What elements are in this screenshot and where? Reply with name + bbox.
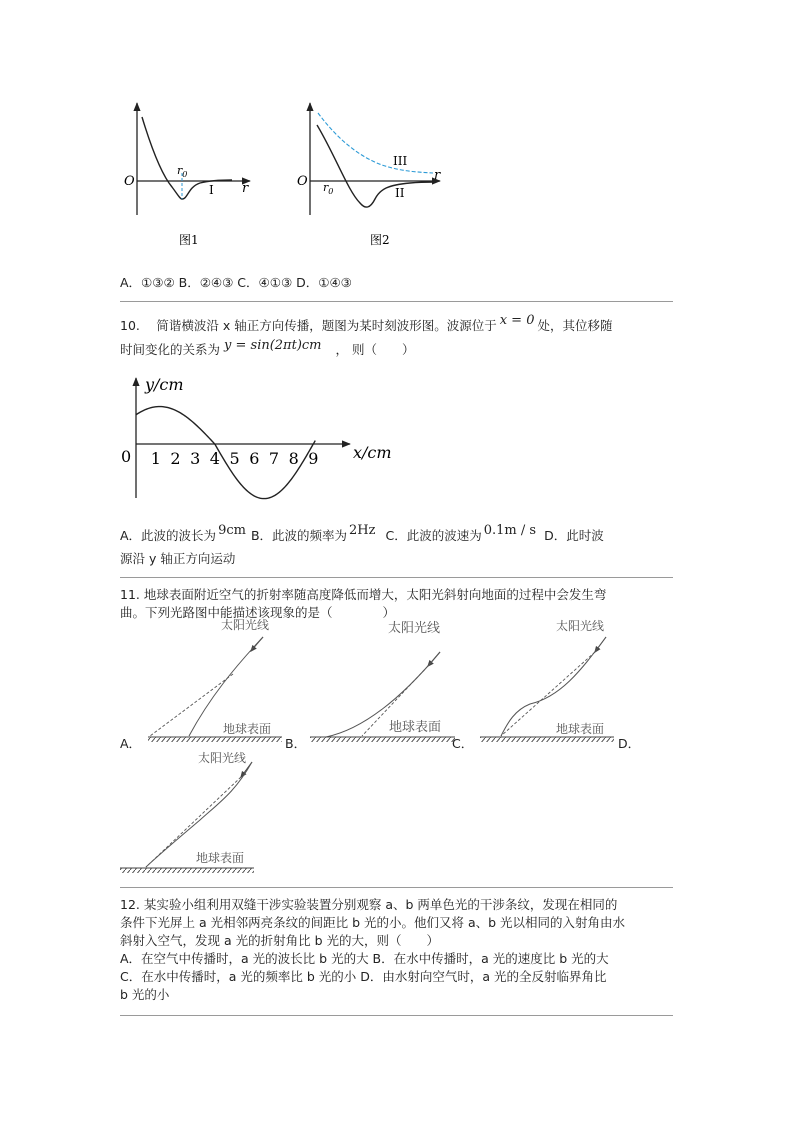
q10-x-label: x/cm bbox=[353, 443, 392, 462]
q10-tick-label: 2 bbox=[170, 449, 181, 468]
q11-option-a: A． bbox=[120, 736, 142, 751]
q10-tick-label: 1 bbox=[150, 449, 161, 468]
figure-2 bbox=[297, 103, 441, 247]
q10-math-y: y = sin(2πt)cm bbox=[224, 338, 322, 353]
q10-val-a: 9cm bbox=[218, 523, 246, 538]
q10-tick-label: 3 bbox=[190, 449, 201, 468]
q11-b-sun-label: 太阳光线 bbox=[388, 621, 441, 636]
q11-option-c: C． bbox=[452, 736, 474, 751]
fig2-curve2-label: II bbox=[395, 186, 405, 200]
q10-tick-label: 5 bbox=[229, 449, 240, 468]
q10-tick-label: 4 bbox=[209, 449, 220, 468]
q10-val-c: 0.1m / s bbox=[483, 523, 537, 538]
q11-diagram-c bbox=[480, 618, 614, 742]
q10-math-x0: x = 0 bbox=[499, 313, 535, 328]
q12-option-line2: C．在水中传播时，a 光的频率比 b 光的小 D．由水射向空气时，a 光的全反射临界角比 bbox=[120, 969, 607, 984]
q12-option-line3: b 光的小 bbox=[120, 987, 170, 1002]
q11-c-ground-hatch bbox=[480, 737, 614, 742]
separator-3 bbox=[120, 887, 673, 888]
q11-option-d: D． bbox=[618, 736, 641, 751]
fig1-curve-I bbox=[142, 117, 232, 199]
q11-diagram-b bbox=[310, 620, 455, 742]
q11-a-ground-label: 地球表面 bbox=[223, 722, 272, 736]
fig2-caption: 图2 bbox=[370, 233, 390, 247]
q11-a-sun-label: 太阳光线 bbox=[221, 618, 270, 632]
q11-diagram-d bbox=[120, 750, 254, 873]
fig2-r0-label: $r_0$ bbox=[323, 181, 334, 196]
q11-c-sun-label: 太阳光线 bbox=[556, 619, 605, 633]
q11-diagrams bbox=[110, 612, 670, 882]
fig2-curve-III bbox=[318, 113, 433, 173]
q10-y-label: y/cm bbox=[145, 375, 184, 394]
q10-tick-label: 8 bbox=[288, 449, 299, 468]
q11-d-sun-label: 太阳光线 bbox=[198, 751, 247, 765]
fig2-curve3-label: III bbox=[393, 154, 408, 168]
separator-4 bbox=[120, 1015, 673, 1016]
fig2-curve-II bbox=[317, 125, 435, 207]
q11-a-dashed bbox=[150, 674, 233, 736]
fig1-caption: 图1 bbox=[179, 233, 199, 247]
figure-1 bbox=[124, 103, 250, 247]
fig1-axis-label: r bbox=[242, 181, 249, 196]
q9-figures bbox=[120, 95, 460, 255]
q11-b-ground-hatch bbox=[310, 737, 455, 742]
q11-diagram-a bbox=[148, 617, 282, 742]
q10-options-line1: A．此波的波长为 9cm B．此波的频率为 2Hz C．此波的波速为 0.1m / s D．此时波 bbox=[120, 523, 604, 543]
q12-line2: 条件下光屏上 a 光相邻两亮条纹的间距比 b 光的小。他们又将 a、b 光以相同的入射角由水 bbox=[120, 915, 626, 930]
q10-tick-label: 7 bbox=[268, 449, 280, 468]
q11-d-ground-hatch bbox=[120, 868, 254, 873]
q11-stem-line1: 11. 地球表面附近空气的折射率随高度降低而增大，太阳光斜射向地面的过程中会发生弯 bbox=[120, 587, 607, 602]
q12-option-line1: A．在空气中传播时，a 光的波长比 b 光的大 B．在水中传播时，a 光的速度比 b 光的大 bbox=[120, 951, 609, 966]
fig2-origin: O bbox=[297, 174, 308, 189]
q10-tick-label: 9 bbox=[308, 449, 319, 468]
q11-stem-line2: 曲。下列光路图中能描述该现象的是（ ） bbox=[120, 605, 396, 620]
fig2-axis-label: r bbox=[434, 168, 441, 183]
q10-stem-line1: 10. 简谐横波沿 x 轴正方向传播，题图为某时刻波形图。波源位于 x = 0 处，其位移随 bbox=[120, 313, 613, 333]
q11-a-ground-hatch bbox=[148, 737, 282, 742]
q10-tick-label: 6 bbox=[249, 449, 260, 468]
q11-option-b: B． bbox=[285, 736, 307, 751]
separator-1 bbox=[120, 301, 673, 302]
q11-b-ground-label: 地球表面 bbox=[389, 720, 442, 735]
q11-d-ground-label: 地球表面 bbox=[196, 851, 245, 865]
q10-ticks bbox=[151, 449, 319, 468]
fig1-r0-label: $r_0$ bbox=[177, 164, 188, 179]
separator-2 bbox=[120, 577, 673, 578]
fig1-curve-label: I bbox=[209, 183, 214, 197]
q11-c-ground-label: 地球表面 bbox=[556, 722, 605, 736]
q12-line1: 12. 某实验小组利用双缝干涉实验装置分别观察 a、b 两单色光的干涉条纹，发现在相同的 bbox=[120, 897, 618, 912]
q10-wave-graph bbox=[115, 370, 405, 505]
fig1-origin: O bbox=[124, 174, 135, 189]
q10-stem-line2: 时间变化的关系为 y = sin(2πt)cm ， 则（ ） bbox=[120, 338, 415, 357]
q10-options-line2: 源沿 y 轴正方向运动 bbox=[120, 551, 236, 566]
q12-line3: 斜射入空气，发现 a 光的折射角比 b 光的大，则（ ） bbox=[120, 933, 439, 948]
q9-options: A．①③② B．②④③ C．④①③ D．①④③ bbox=[120, 275, 352, 290]
q10-val-b: 2Hz bbox=[349, 523, 376, 538]
q10-origin: 0 bbox=[121, 447, 132, 466]
